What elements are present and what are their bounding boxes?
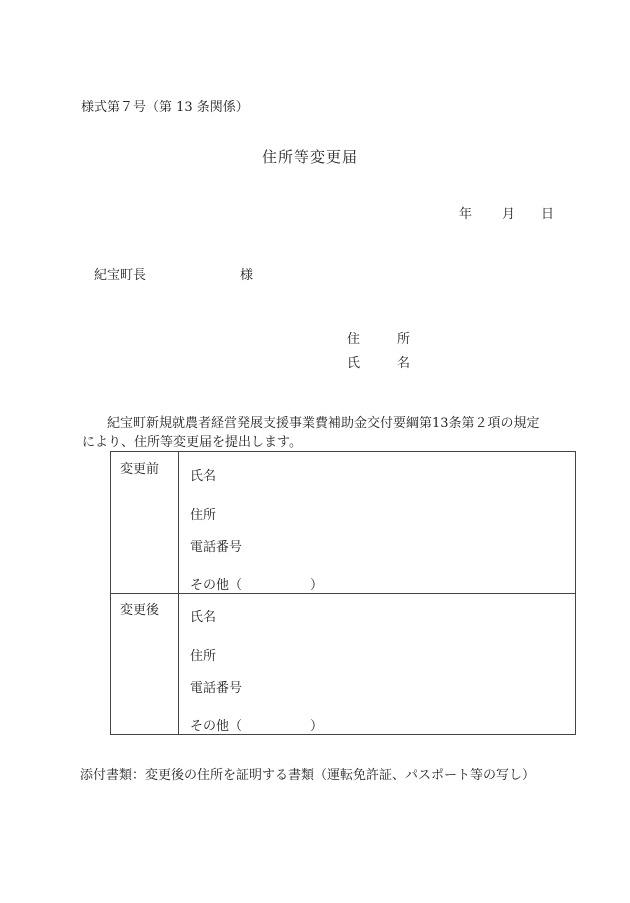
body-line-2: により、住所等変更届を提出します。 xyxy=(82,435,302,450)
before-other-close: ） xyxy=(310,578,324,593)
before-phone-field: 電話番号 xyxy=(190,540,243,555)
body-text xyxy=(82,414,562,452)
before-other-label: その他（ xyxy=(190,578,243,593)
before-other-field xyxy=(190,574,324,593)
date-month-label: 月 xyxy=(502,207,516,222)
document-title: 住所等変更届 xyxy=(262,148,359,166)
after-other-field xyxy=(190,715,324,734)
after-change-section xyxy=(111,593,575,734)
attachment-note: 添付書類：変更後の住所を証明する書類（運転免許証、パスポート等の写し） xyxy=(80,768,536,783)
after-name-field: 氏名 xyxy=(190,610,217,625)
addressee-name: 紀宝町長 xyxy=(94,268,147,283)
applicant-address-label: 住 所 xyxy=(347,332,423,347)
form-number: 様式第７号（第 13 条関係） xyxy=(81,100,249,115)
addressee-suffix: 様 xyxy=(240,268,254,283)
after-phone-field: 電話番号 xyxy=(190,681,243,696)
change-table xyxy=(110,451,576,735)
date-day-label: 日 xyxy=(541,207,555,222)
after-other-label: その他（ xyxy=(190,719,243,734)
before-name-field: 氏名 xyxy=(190,469,217,484)
date-year-label: 年 xyxy=(459,207,473,222)
after-address-field: 住所 xyxy=(190,649,217,664)
after-other-close: ） xyxy=(310,719,324,734)
before-change-section xyxy=(111,452,575,594)
before-address-field: 住所 xyxy=(190,508,217,523)
body-line-1: 紀宝町新規就農者経営発展支援事業費補助金交付要綱第13条第２項の規定 xyxy=(107,416,540,431)
before-change-label: 変更前 xyxy=(111,452,179,593)
after-change-label: 変更後 xyxy=(111,593,179,734)
applicant-name-label: 氏 名 xyxy=(347,356,423,371)
